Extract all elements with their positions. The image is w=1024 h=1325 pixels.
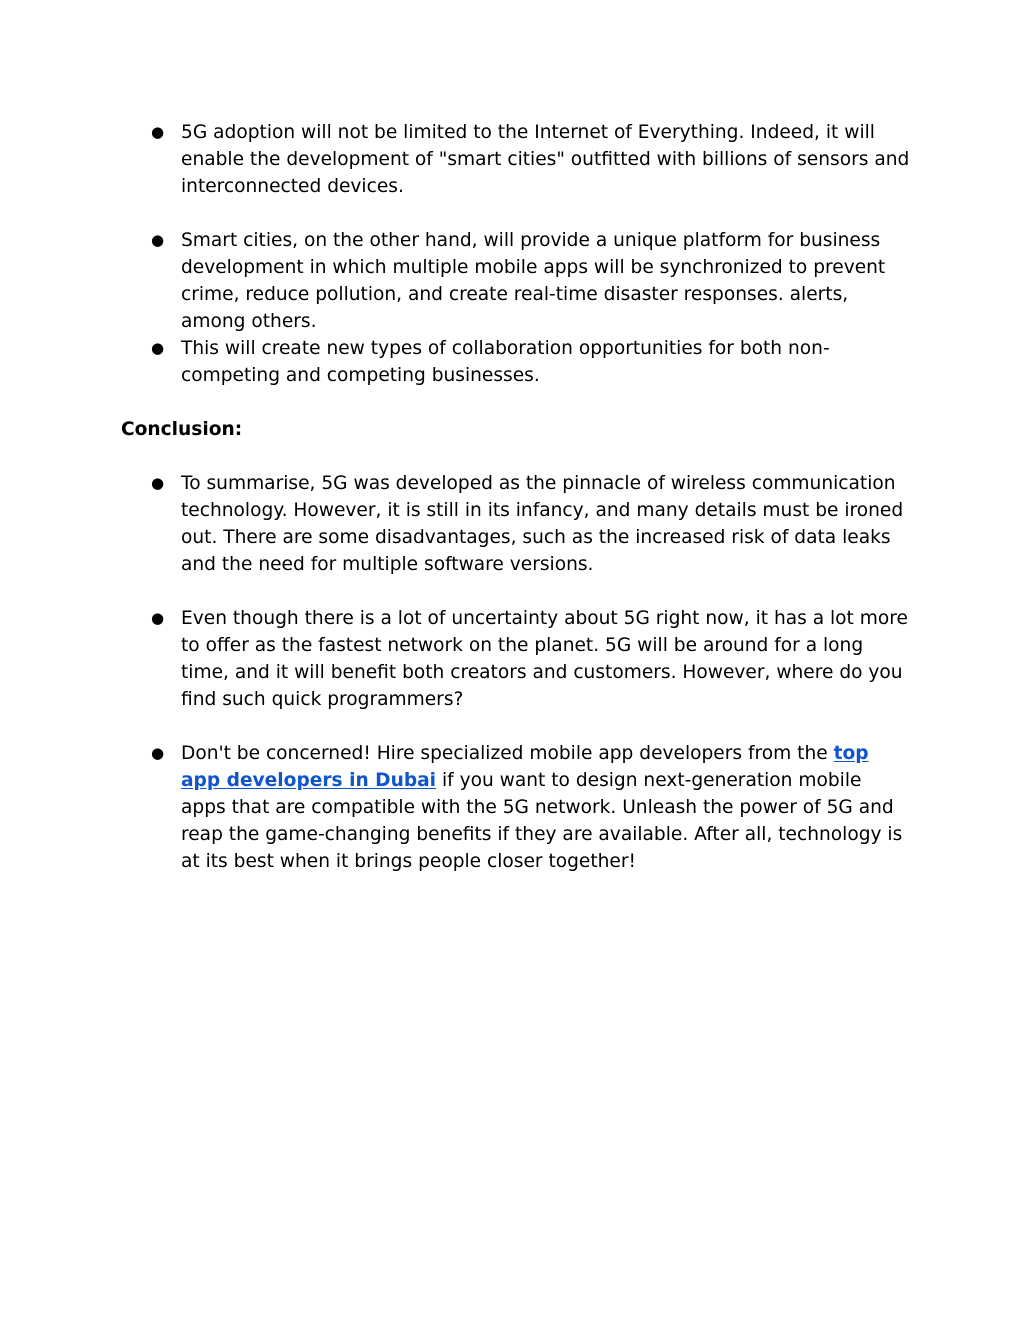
list-spacer <box>121 200 911 227</box>
conclusion-bullet-list <box>121 470 911 875</box>
list-item <box>121 227 911 335</box>
document-body <box>121 119 911 875</box>
list-item-text: To summarise, 5G was developed as the pinnacle of wireless communication technology. However, it is still in its infancy, and many details must be ironed out. There are some disadvantages, such as the increased risk of data leaks and the need for multiple software versions. <box>181 473 904 575</box>
list-item <box>121 119 911 200</box>
list-item <box>121 470 911 578</box>
list-item-text: Even though there is a lot of uncertainty about 5G right now, it has a lot more to offer as the fastest network on the planet. 5G will be around for a long time, and it will benefit both creators and customers. However, where do you find such quick programmers? <box>181 608 908 710</box>
list-item-text: Smart cities, on the other hand, will provide a unique platform for business development in which multiple mobile apps will be synchronized to prevent crime, reduce pollution, and create real-time disaster responses. alerts, among others. <box>181 230 886 332</box>
text-before-link: Don't be concerned! Hire specialized mobile app developers from the <box>181 743 834 764</box>
list-item <box>121 335 911 389</box>
spacer <box>121 443 911 470</box>
list-item <box>121 605 911 713</box>
section1-bullet-list <box>121 119 911 389</box>
top-app-developers-link[interactable]: top app developers in Dubai <box>181 743 869 791</box>
list-spacer <box>121 713 911 740</box>
bullet-icon: ● <box>151 123 165 141</box>
bullet-icon: ● <box>151 609 165 627</box>
bullet-icon: ● <box>151 231 165 249</box>
list-item <box>121 740 911 875</box>
bullet-icon: ● <box>151 339 165 357</box>
list-item-text: 5G adoption will not be limited to the Internet of Everything. Indeed, it will enable the development of "smart cities" outfitted with billions of sensors and interconnected devices. <box>181 122 910 197</box>
text-after-link: if you want to design next-generation mobile apps that are compatible with the 5G network. Unleash the power of 5G and reap the game-changing benefits if they are available. After all, technology is at its best when it brings people closer together! <box>181 770 903 872</box>
bullet-icon: ● <box>151 474 165 492</box>
spacer <box>121 389 911 416</box>
conclusion-heading: Conclusion: <box>121 419 243 440</box>
list-item-text: This will create new types of collaboration opportunities for both non-competing and competing businesses. <box>181 338 830 386</box>
list-item-text <box>181 743 902 872</box>
list-spacer <box>121 578 911 605</box>
bullet-icon: ● <box>151 744 165 762</box>
